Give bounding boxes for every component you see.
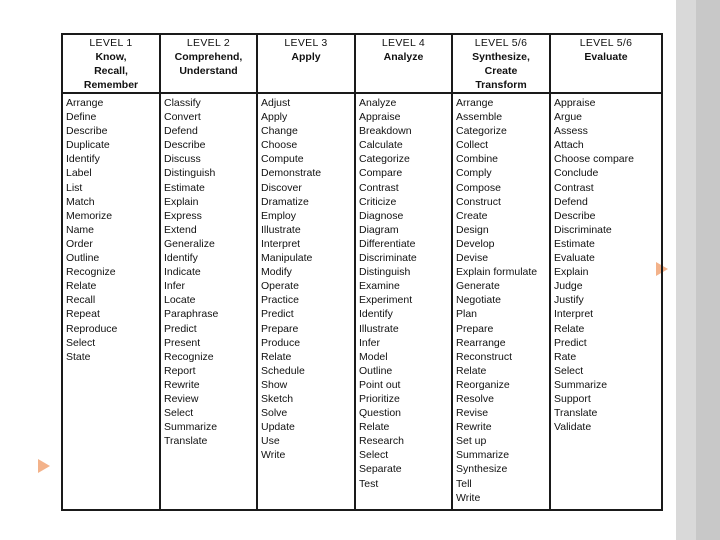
verb-item: Develop: [456, 237, 495, 250]
verb-item: Operate: [261, 280, 299, 293]
verb-item: Modify: [261, 266, 292, 279]
level-name: Evaluate: [584, 51, 628, 63]
verb-item: Arrange: [66, 97, 104, 109]
verb-item: Duplicate: [66, 139, 110, 152]
verb-item: Locate: [164, 294, 196, 307]
verb-list: [63, 94, 159, 364]
verb-item: Compute: [261, 153, 304, 166]
verb-item: Change: [261, 125, 298, 138]
verb-item: Identify: [66, 153, 100, 166]
verb-item: Separate: [359, 463, 402, 476]
verb-item: Reconstruct: [456, 350, 513, 363]
verb-item: Relate: [554, 322, 585, 335]
verb-item: Breakdown: [359, 125, 412, 138]
header-level-1: [62, 34, 160, 93]
verb-item: Defend: [554, 195, 588, 208]
verb-item: Summarize: [164, 421, 218, 434]
verb-item: Judge: [554, 280, 583, 293]
verb-item: Appraise: [359, 111, 401, 124]
verb-item: Differentiate: [359, 237, 416, 250]
verb-item: Discover: [261, 181, 302, 194]
verb-item: Select: [359, 449, 389, 462]
verb-item: Estimate: [164, 181, 205, 194]
verb-item: Produce: [261, 336, 301, 349]
verb-item: Express: [164, 209, 202, 222]
verb-item: Order: [66, 237, 93, 250]
level-name: Know, Recall, Remember: [83, 51, 139, 91]
verb-item: Translate: [164, 435, 208, 448]
level-name: Apply: [291, 51, 321, 63]
verbs-cell-level-4: [355, 93, 452, 510]
verb-item: Negotiate: [456, 294, 501, 307]
verb-item: Explain: [554, 266, 589, 279]
verb-item: Prepare: [261, 322, 299, 335]
verb-item: Relate: [359, 421, 390, 434]
verb-item: Resolve: [456, 392, 494, 405]
verb-item: Design: [456, 223, 489, 236]
verb-item: Classify: [164, 97, 201, 109]
verb-item: Test: [359, 477, 379, 490]
verb-item: Employ: [261, 209, 297, 222]
verb-item: Distinguish: [164, 167, 216, 180]
verb-item: Recognize: [66, 266, 116, 279]
verb-item: Present: [164, 336, 201, 349]
verb-item: Reorganize: [456, 378, 510, 391]
verb-item: Examine: [359, 280, 400, 293]
verb-item: Describe: [164, 139, 206, 152]
verb-item: Experiment: [359, 294, 413, 307]
slide-nav-arrow-icon: [38, 459, 50, 473]
verb-item: Extend: [164, 223, 197, 236]
verbs-cell-level-2: [160, 93, 257, 510]
verb-item: Dramatize: [261, 195, 309, 208]
level-label: LEVEL 1: [89, 37, 133, 49]
level-name: Synthesize, Create Transform: [472, 51, 530, 91]
verb-item: Generalize: [164, 237, 215, 250]
verb-item: Discuss: [164, 153, 201, 166]
verb-item: Adjust: [261, 97, 291, 109]
verb-item: Name: [66, 223, 95, 236]
verb-item: Repeat: [66, 308, 100, 321]
verb-item: Apply: [261, 111, 288, 124]
verb-item: Diagram: [359, 223, 399, 236]
verb-item: Defend: [164, 125, 198, 138]
verb-item: Practice: [261, 294, 299, 307]
verb-list: [161, 94, 256, 448]
verb-item: Demonstrate: [261, 167, 322, 180]
verb-item: Explain formulate: [456, 266, 538, 279]
verb-item: Contrast: [359, 181, 399, 194]
verb-item: Indicate: [164, 266, 201, 279]
verb-item: Select: [164, 407, 194, 420]
verb-item: Rearrange: [456, 336, 506, 349]
verb-item: Assemble: [456, 111, 503, 124]
verb-item: Relate: [456, 364, 487, 377]
verb-item: Infer: [164, 280, 186, 293]
verb-item: Select: [66, 336, 96, 349]
verb-item: Tell: [456, 477, 472, 490]
level-name: Comprehend, Understand: [174, 51, 243, 77]
verb-item: Appraise: [554, 97, 596, 109]
verb-item: Plan: [456, 308, 478, 321]
verb-item: Support: [554, 392, 591, 405]
verb-item: Discriminate: [554, 223, 612, 236]
header-level-2: [160, 34, 257, 93]
verb-item: Sketch: [261, 392, 294, 405]
verb-item: Translate: [554, 407, 598, 420]
header-level-4: [355, 34, 452, 93]
verb-item: Choose: [261, 139, 298, 152]
verb-item: Describe: [66, 125, 108, 138]
verb-item: Distinguish: [359, 266, 411, 279]
verb-item: Revise: [456, 407, 489, 420]
verb-item: Interpret: [261, 237, 301, 250]
verb-item: Estimate: [554, 237, 595, 250]
verb-item: Categorize: [359, 153, 410, 166]
verb-item: List: [66, 181, 83, 194]
verb-item: Define: [66, 111, 97, 124]
verb-item: Research: [359, 435, 404, 448]
verbs-cell-level-5-6-synthesize: [452, 93, 550, 510]
verb-item: Summarize: [554, 378, 608, 391]
verb-item: Prepare: [456, 322, 494, 335]
verb-item: Contrast: [554, 181, 594, 194]
verb-item: Summarize: [456, 449, 510, 462]
verb-item: Label: [66, 167, 92, 180]
verb-item: Set up: [456, 435, 487, 448]
verb-item: Convert: [164, 111, 201, 124]
verb-item: Argue: [554, 111, 583, 124]
verb-list: [551, 94, 661, 434]
verb-item: Assess: [554, 125, 588, 138]
verb-item: Write: [456, 491, 481, 504]
verb-item: Justify: [554, 294, 584, 307]
verb-item: Calculate: [359, 139, 403, 152]
verb-item: Infer: [359, 336, 381, 349]
verb-item: Arrange: [456, 97, 494, 109]
verb-item: Generate: [456, 280, 500, 293]
verb-item: Use: [261, 435, 280, 448]
verb-item: Explain: [164, 195, 199, 208]
verb-item: Recognize: [164, 350, 214, 363]
verbs-cell-level-3: [257, 93, 355, 510]
verb-item: Review: [164, 392, 199, 405]
verb-item: Predict: [164, 322, 197, 335]
verb-item: Devise: [456, 252, 489, 265]
verb-item: Schedule: [261, 364, 305, 377]
verb-item: Identify: [164, 252, 198, 265]
verb-item: State: [66, 350, 91, 363]
verb-item: Conclude: [554, 167, 599, 180]
verb-list: [258, 94, 354, 462]
verb-list: [453, 94, 549, 505]
verb-item: Recall: [66, 294, 96, 307]
verb-item: Illustrate: [359, 322, 399, 335]
verb-item: Identify: [359, 308, 393, 321]
verb-item: Rate: [554, 350, 577, 363]
verb-item: Discriminate: [359, 252, 417, 265]
verb-item: Choose compare: [554, 153, 634, 166]
verb-item: Relate: [66, 280, 97, 293]
verbs-cell-level-5-6-evaluate: [550, 93, 662, 510]
verb-item: Point out: [359, 378, 401, 391]
verb-item: Manipulate: [261, 252, 313, 265]
verb-item: Analyze: [359, 97, 397, 109]
verb-item: Categorize: [456, 125, 507, 138]
verb-item: Describe: [554, 209, 596, 222]
verb-list: [356, 94, 451, 491]
verbs-row: [62, 93, 662, 510]
verb-item: Outline: [66, 252, 100, 265]
side-decoration-dark: [696, 0, 720, 540]
verb-item: Collect: [456, 139, 489, 152]
level-label: LEVEL 4: [381, 37, 426, 49]
header-level-3: [257, 34, 355, 93]
verb-item: Interpret: [554, 308, 594, 321]
verb-item: Rewrite: [456, 421, 492, 434]
verb-item: Question: [359, 407, 402, 420]
header-level-5-6-synthesize: [452, 34, 550, 93]
verb-item: Attach: [554, 139, 584, 152]
verb-item: Report: [164, 364, 196, 377]
verb-item: Construct: [456, 195, 501, 208]
verb-item: Diagnose: [359, 209, 404, 222]
verb-item: Evaluate: [554, 252, 595, 265]
verb-item: Write: [261, 449, 286, 462]
level-label: LEVEL 2: [186, 37, 231, 49]
verb-item: Comply: [456, 167, 492, 180]
level-label: LEVEL 5/6: [474, 37, 528, 49]
verb-item: Rewrite: [164, 378, 200, 391]
level-label: LEVEL 3: [284, 37, 328, 49]
verb-item: Predict: [554, 336, 587, 349]
side-decoration-light: [676, 0, 696, 540]
verb-item: Outline: [359, 364, 393, 377]
header-level-5-6-evaluate: [550, 34, 662, 93]
verbs-cell-level-1: [62, 93, 160, 510]
verb-item: Predict: [261, 308, 294, 321]
verb-item: Relate: [261, 350, 292, 363]
verb-item: Update: [261, 421, 295, 434]
verb-item: Solve: [261, 407, 288, 420]
verb-item: Compare: [359, 167, 403, 180]
verb-item: Reproduce: [66, 322, 118, 335]
bloom-taxonomy-table: [61, 33, 663, 511]
level-label: LEVEL 5/6: [579, 37, 633, 49]
verb-item: Validate: [554, 421, 592, 434]
verb-item: Compose: [456, 181, 501, 194]
verb-item: Synthesize: [456, 463, 508, 476]
header-row: [62, 34, 662, 93]
verb-item: Match: [66, 195, 95, 208]
verb-item: Criticize: [359, 195, 397, 208]
verb-item: Paraphrase: [164, 308, 219, 321]
verb-item: Prioritize: [359, 392, 400, 405]
verb-item: Illustrate: [261, 223, 301, 236]
level-name: Analyze: [383, 51, 424, 63]
verb-item: Combine: [456, 153, 499, 166]
verb-item: Select: [554, 364, 584, 377]
verb-item: Model: [359, 350, 388, 363]
verb-item: Memorize: [66, 209, 113, 222]
verb-item: Show: [261, 378, 288, 391]
verb-item: Create: [456, 209, 488, 222]
